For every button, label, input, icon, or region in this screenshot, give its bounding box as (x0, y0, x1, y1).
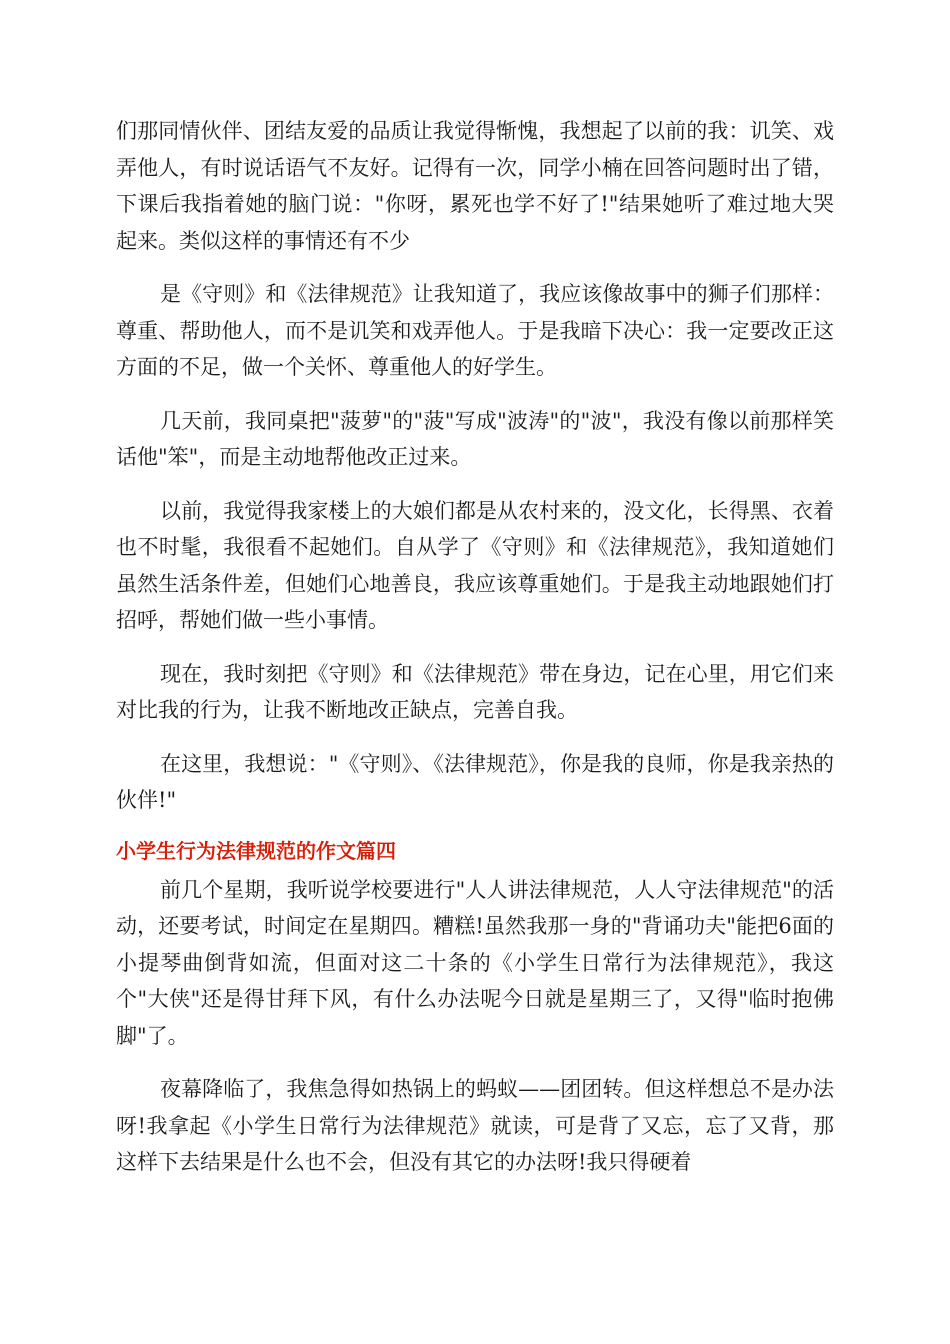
paragraph: 以前，我觉得我家楼上的大娘们都是从农村来的，没文化，长得黑、衣着也不时髦，我很看不起她们。自从学了《守则》和《法律规范》，我知道她们虽然生活条件差，但她们心地善良，我应该尊重她们。于是我主动地跟她们打招呼，帮她们做一些小事情。 (116, 498, 834, 632)
paragraph: 几天前，我同桌把"菠萝"的"菠"写成"波涛"的"波"，我没有像以前那样笑话他"笨"，而是主动地帮他改正过来。 (116, 408, 834, 469)
section-heading: 小学生行为法律规范的作文篇四 (116, 838, 396, 863)
paragraph-continued: 们那同情伙伴、团结友爱的品质让我觉得惭愧，我想起了以前的我：讥笑、戏弄他人，有时说话语气不友好。记得有一次，同学小楠在回答问题时出了错，下课后我指着她的脑门说："你呀，累死也学不好了!"结果她听了难过地大哭起来。类似这样的事情还有不少 (116, 119, 834, 253)
paragraph: 是《守则》和《法律规范》让我知道了，我应该像故事中的狮子们那样：尊重、帮助他人，而不是讥笑和戏弄他人。于是我暗下决心：我一定要改正这方面的不足，做一个关怀、尊重他人的好学生。 (116, 282, 834, 379)
paragraph: 在这里，我想说："《守则》、《法律规范》，你是我的良师，你是我亲热的伙伴!" (116, 751, 834, 812)
paragraph: 现在，我时刻把《守则》和《法律规范》带在身边，记在心里，用它们来对比我的行为，让我不断地改正缺点，完善自我。 (116, 661, 834, 722)
paragraph: 前几个星期，我听说学校要进行"人人讲法律规范，人人守法律规范"的活动，还要考试，时间定在星期四。糟糕!虽然我那一身的"背诵功夫"能把6面的小提琴曲倒背如流，但面对这二十条的《小学生日常行为法律规范》，我这个"大侠"还是得甘拜下风，有什么办法呢今日就是星期三了，又得"临时抱佛脚"了。 (116, 877, 834, 1048)
document-body (116, 113, 834, 1198)
paragraph: 夜幕降临了，我焦急得如热锅上的蚂蚁——团团转。但这样想总不是办法呀!我拿起《小学生日常行为法律规范》就读，可是背了又忘，忘了又背，那这样下去结果是什么也不会，但没有其它的办法呀!我只得硬着 (116, 1077, 834, 1174)
